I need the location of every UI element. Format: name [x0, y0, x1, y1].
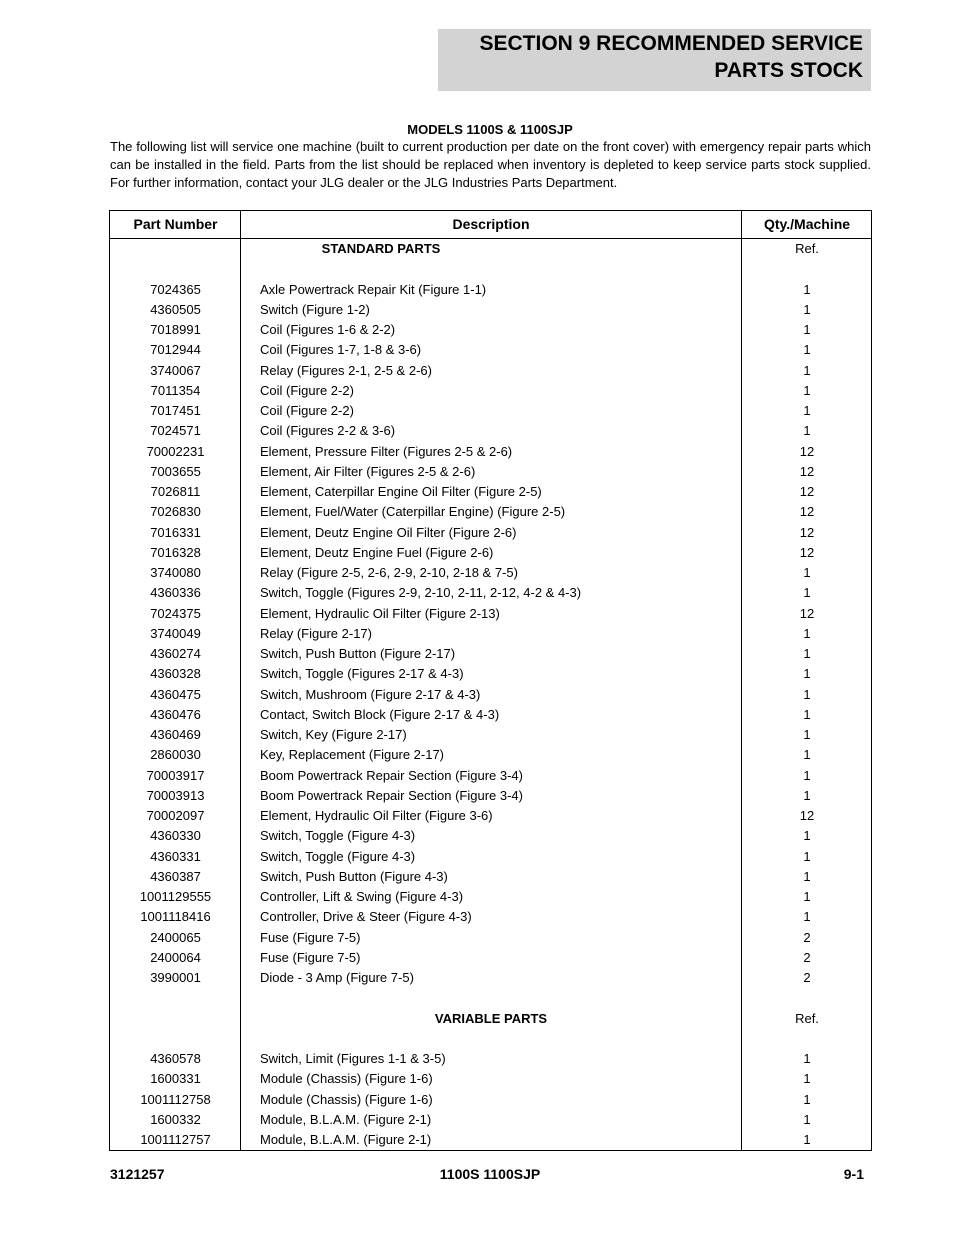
table-row — [110, 685, 871, 705]
part-number-cell: 4360336 — [150, 585, 201, 601]
part-number-cell: 4360387 — [150, 868, 201, 884]
table-row — [110, 604, 871, 624]
qty-cell: 2 — [803, 970, 811, 985]
part-number-cell: 4360578 — [150, 1051, 201, 1066]
models-heading: MODELS 1100S & 1100SJP — [407, 122, 573, 137]
table-body — [110, 239, 871, 1150]
table-row — [110, 1130, 871, 1150]
table-row — [110, 421, 871, 441]
table-row — [110, 340, 871, 360]
spacer-row — [110, 259, 871, 279]
part-number-cell: 3740067 — [150, 362, 201, 378]
part-number-cell: 4360274 — [150, 646, 201, 661]
description-cell: Coil (Figures 1-7, 1-8 & 3-6) — [260, 342, 422, 358]
qty-cell: 1 — [803, 747, 811, 763]
qty-cell: 1 — [803, 1071, 811, 1087]
table-row — [110, 563, 871, 583]
standard-parts-list — [110, 280, 871, 989]
part-number-cell: 4360469 — [150, 727, 201, 742]
part-number-cell: 7026811 — [150, 484, 201, 499]
table-row — [110, 523, 871, 543]
qty-cell: 1 — [803, 686, 811, 702]
part-number-cell: 7024571 — [150, 423, 201, 439]
table-row — [110, 1049, 871, 1069]
qty-cell: 1 — [803, 868, 811, 884]
description-cell: Element, Hydraulic Oil Filter (Figure 3-6) — [260, 808, 493, 823]
table-row — [110, 948, 871, 968]
description-cell: Relay (Figure 2-5, 2-6, 2-9, 2-10, 2-18 & 7-5) — [260, 565, 518, 580]
part-number-cell: 2400064 — [150, 949, 201, 965]
qty-cell: 1 — [803, 767, 811, 783]
variable-parts-list — [110, 1049, 871, 1150]
description-cell: Axle Powertrack Repair Kit (Figure 1-1) — [260, 281, 487, 297]
qty-cell: 1 — [803, 646, 811, 661]
variable-parts-heading: VARIABLE PARTS — [434, 1010, 548, 1026]
header-qty-machine: Qty./Machine — [763, 216, 851, 232]
table-row — [110, 907, 871, 927]
description-cell: Switch, Push Button (Figure 2-17) — [260, 646, 456, 661]
qty-cell: 1 — [803, 909, 811, 925]
footer-models: 1100S 1100SJP — [439, 1166, 541, 1182]
qty-cell: 2 — [803, 949, 811, 965]
table-row — [110, 361, 871, 381]
part-number-cell: 70002231 — [146, 443, 205, 459]
description-cell: Relay (Figures 2-1, 2-5 & 2-6) — [260, 362, 432, 378]
qty-cell: 1 — [803, 301, 811, 317]
description-cell: Switch (Figure 1-2) — [260, 301, 370, 317]
qty-cell: 1 — [803, 1132, 811, 1147]
description-cell: Controller, Drive & Steer (Figure 4-3) — [260, 909, 472, 925]
table-row — [110, 786, 871, 806]
part-number-cell: 7012944 — [150, 342, 201, 358]
description-cell: Element, Hydraulic Oil Filter (Figure 2-13) — [260, 605, 500, 621]
part-number-cell: 7016331 — [150, 524, 201, 540]
part-number-cell: 1001112757 — [140, 1132, 211, 1147]
part-number-cell: 7003655 — [150, 463, 201, 479]
description-cell: Fuse (Figure 7-5) — [260, 949, 361, 965]
qty-cell: 12 — [799, 463, 815, 479]
intro-paragraph: The following list will service one machine (built to current production per date on the front cover) with emergency repair parts which can be installed in the field. Parts from the list should be replaced when inventory is depleted to keep service parts stock supplied. For further information, contact your JLG dealer or the JLG Industries Parts Department. — [110, 139, 871, 190]
part-number-cell: 4360476 — [150, 706, 201, 722]
description-cell: Element, Pressure Filter (Figures 2-5 & 2-6) — [260, 443, 513, 459]
standard-parts-heading: STANDARD PARTS — [321, 241, 441, 256]
description-cell: Switch, Toggle (Figure 4-3) — [260, 828, 416, 844]
part-number-cell: 4360328 — [150, 666, 201, 682]
table-row — [110, 624, 871, 644]
description-cell: Contact, Switch Block (Figure 2-17 & 4-3) — [260, 706, 500, 722]
table-row — [110, 300, 871, 320]
qty-cell: 12 — [799, 443, 815, 459]
table-row — [110, 280, 871, 300]
table-row — [110, 867, 871, 887]
part-number-cell: 7016328 — [150, 544, 201, 560]
description-cell: Coil (Figures 2-2 & 3-6) — [260, 423, 396, 439]
table-row — [110, 745, 871, 765]
part-number-cell: 2860030 — [150, 747, 201, 763]
description-cell: Module, B.L.A.M. (Figure 2-1) — [260, 1111, 432, 1127]
description-cell: Coil (Figure 2-2) — [260, 382, 354, 398]
description-cell: Coil (Figure 2-2) — [260, 403, 354, 418]
standard-parts-heading-row — [110, 239, 871, 259]
part-number-cell: 7011354 — [150, 382, 201, 398]
variable-parts-heading-row — [110, 1009, 871, 1029]
qty-cell: 1 — [803, 625, 811, 641]
qty-cell: 1 — [803, 362, 811, 378]
description-cell: Controller, Lift & Swing (Figure 4-3) — [260, 889, 464, 904]
table-row — [110, 705, 871, 725]
description-cell: Boom Powertrack Repair Section (Figure 3-4) — [260, 787, 523, 803]
table-row — [110, 847, 871, 867]
qty-cell: 12 — [799, 524, 815, 540]
description-cell: Switch, Limit (Figures 1-1 & 3-5) — [260, 1051, 446, 1066]
description-cell: Fuse (Figure 7-5) — [260, 929, 361, 945]
table-row — [110, 928, 871, 948]
table-row — [110, 1110, 871, 1130]
description-cell: Switch, Toggle (Figures 2-17 & 4-3) — [260, 666, 464, 682]
part-number-cell: 70003913 — [146, 787, 205, 803]
description-cell: Element, Caterpillar Engine Oil Filter (Figure 2-5) — [260, 484, 542, 499]
part-number-cell: 7018991 — [150, 322, 201, 337]
qty-cell: 1 — [803, 1091, 811, 1107]
part-number-cell: 4360475 — [150, 686, 201, 702]
qty-cell: 1 — [803, 828, 811, 844]
description-cell: Relay (Figure 2-17) — [260, 625, 372, 641]
qty-cell: 1 — [803, 281, 811, 297]
variable-parts-ref: Ref. — [795, 1010, 819, 1026]
table-row — [110, 583, 871, 603]
spacer-row — [110, 988, 871, 1008]
part-number-cell: 7024365 — [150, 281, 201, 297]
description-cell: Module (Chassis) (Figure 1-6) — [260, 1071, 433, 1087]
table-row — [110, 482, 871, 502]
description-cell: Switch, Mushroom (Figure 2-17 & 4-3) — [260, 686, 481, 702]
qty-cell: 1 — [803, 342, 811, 358]
table-row — [110, 502, 871, 522]
part-number-cell: 1600331 — [150, 1071, 201, 1087]
description-cell: Coil (Figures 1-6 & 2-2) — [260, 322, 396, 337]
table-row — [110, 1090, 871, 1110]
table-row — [110, 725, 871, 745]
part-number-cell: 70003917 — [146, 767, 205, 783]
description-cell: Element, Deutz Engine Oil Filter (Figure 2-6) — [260, 524, 517, 540]
part-number-cell: 7026830 — [150, 504, 201, 520]
qty-cell: 1 — [803, 403, 811, 418]
description-cell: Element, Air Filter (Figures 2-5 & 2-6) — [260, 463, 476, 479]
part-number-cell: 1001112758 — [140, 1091, 211, 1107]
standard-parts-ref: Ref. — [795, 241, 819, 256]
qty-cell: 1 — [803, 787, 811, 803]
section-title-line-1: SECTION 9 RECOMMENDED SERVICE — [479, 32, 863, 55]
description-cell: Boom Powertrack Repair Section (Figure 3-4) — [260, 767, 523, 783]
part-number-cell: 3740080 — [150, 565, 201, 580]
table-row — [110, 543, 871, 563]
qty-cell: 1 — [803, 423, 811, 439]
qty-cell: 12 — [799, 504, 815, 520]
description-cell: Switch, Toggle (Figures 2-9, 2-10, 2-11, 2-12, 4-2 & 4-3) — [260, 585, 582, 601]
qty-cell: 1 — [803, 666, 811, 682]
qty-cell: 1 — [803, 382, 811, 398]
parts-table — [109, 210, 872, 1151]
footer-page-number: 9-1 — [843, 1166, 864, 1182]
description-cell: Key, Replacement (Figure 2-17) — [260, 747, 445, 763]
qty-cell: 1 — [803, 1051, 811, 1066]
table-row — [110, 401, 871, 421]
qty-cell: 1 — [803, 727, 811, 742]
section-title-banner — [438, 29, 871, 91]
qty-cell: 1 — [803, 585, 811, 601]
description-cell: Switch, Key (Figure 2-17) — [260, 727, 407, 742]
header-part-number: Part Number — [133, 216, 218, 232]
table-row — [110, 766, 871, 786]
description-cell: Module, B.L.A.M. (Figure 2-1) — [260, 1132, 432, 1147]
table-row — [110, 442, 871, 462]
table-row — [110, 462, 871, 482]
qty-cell: 1 — [803, 706, 811, 722]
part-number-cell: 3990001 — [150, 970, 201, 985]
qty-cell: 1 — [803, 565, 811, 580]
table-row — [110, 826, 871, 846]
part-number-cell: 4360331 — [150, 848, 201, 864]
table-row — [110, 1069, 871, 1089]
qty-cell: 12 — [799, 605, 815, 621]
part-number-cell: 7017451 — [150, 403, 201, 418]
part-number-cell: 1001129555 — [139, 889, 212, 904]
qty-cell: 1 — [803, 889, 811, 904]
table-row — [110, 644, 871, 664]
qty-cell: 1 — [803, 1111, 811, 1127]
table-row — [110, 381, 871, 401]
table-row — [110, 320, 871, 340]
table-row — [110, 887, 871, 907]
qty-cell: 1 — [803, 848, 811, 864]
description-cell: Element, Deutz Engine Fuel (Figure 2-6) — [260, 544, 494, 560]
qty-cell: 12 — [799, 808, 815, 823]
description-cell: Element, Fuel/Water (Caterpillar Engine) (Figure 2-5) — [260, 504, 566, 520]
section-title-line-2: PARTS STOCK — [714, 59, 863, 82]
part-number-cell: 4360505 — [150, 301, 201, 317]
header-description: Description — [452, 216, 530, 232]
part-number-cell: 1600332 — [150, 1111, 201, 1127]
footer-doc-number: 3121257 — [110, 1166, 165, 1182]
qty-cell: 2 — [803, 929, 811, 945]
table-row — [110, 806, 871, 826]
part-number-cell: 2400065 — [150, 929, 201, 945]
qty-cell: 1 — [803, 322, 811, 337]
part-number-cell: 4360330 — [150, 828, 201, 844]
table-row — [110, 664, 871, 684]
description-cell: Switch, Push Button (Figure 4-3) — [260, 868, 448, 884]
description-cell: Switch, Toggle (Figure 4-3) — [260, 848, 416, 864]
table-row — [110, 968, 871, 988]
part-number-cell: 1001118416 — [140, 909, 211, 925]
part-number-cell: 7024375 — [150, 605, 201, 621]
part-number-cell: 70002097 — [146, 808, 205, 823]
spacer-row — [110, 1029, 871, 1049]
part-number-cell: 3740049 — [150, 625, 201, 641]
qty-cell: 12 — [799, 544, 815, 560]
description-cell: Module (Chassis) (Figure 1-6) — [260, 1091, 433, 1107]
description-cell: Diode - 3 Amp (Figure 7-5) — [260, 970, 414, 985]
qty-cell: 12 — [799, 484, 815, 499]
